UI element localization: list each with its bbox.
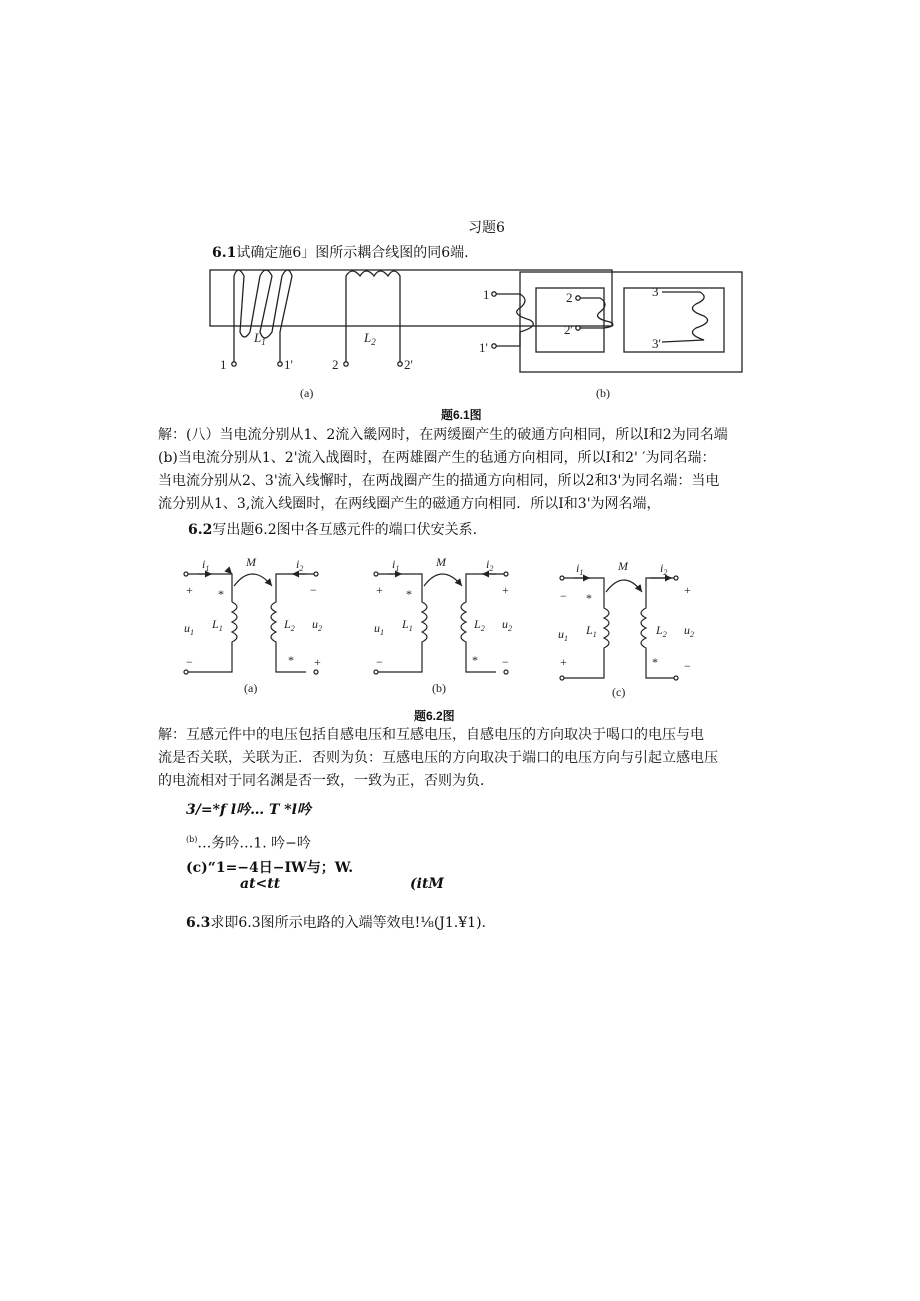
label-i1: $i_1$	[392, 557, 400, 573]
label-b1p: 1'	[479, 340, 488, 355]
polarity-minus: −	[376, 655, 383, 669]
label-b1: 1	[483, 287, 490, 302]
equation-c-line1: (c)“1=−4日−IW与；W.	[186, 860, 354, 876]
terminal-b1p	[492, 344, 496, 348]
polarity-plus: +	[502, 583, 509, 597]
label-m: M	[246, 555, 256, 569]
label-b2p: 2'	[564, 322, 573, 337]
dot-star: *	[218, 587, 224, 601]
label-t1: 1	[220, 357, 227, 372]
terminal	[674, 676, 678, 680]
label-l1: $L_1$	[402, 617, 413, 633]
terminal	[560, 576, 564, 580]
section-heading: 习题6	[468, 220, 505, 236]
equation-b	[186, 830, 311, 854]
label-m: M	[436, 555, 446, 569]
label-b: (b)	[596, 386, 610, 400]
terminal	[314, 670, 318, 674]
figure-6-1-caption: 题6.1图	[441, 408, 482, 422]
label-u2: $u_2$	[502, 617, 512, 633]
answer-line: 流是否关联，关联为正．否则为负：互感电压的方向取决于端口的电压方向与引起立感电压	[158, 750, 718, 766]
terminal	[374, 572, 378, 576]
mutual-arc	[234, 574, 272, 586]
question-number: 6.3	[186, 915, 211, 931]
label-t2: 2	[332, 357, 339, 372]
terminal-1p	[278, 362, 282, 366]
label-l1: $L_1$	[212, 617, 223, 633]
outer-core	[520, 272, 742, 372]
label-l2: $L_2$	[656, 623, 667, 639]
equation-c-line2b: (itM	[410, 876, 444, 892]
label-a: (a)	[300, 386, 314, 400]
question-number: 6.1	[212, 245, 237, 261]
polarity-plus: +	[684, 583, 691, 597]
terminal	[184, 572, 188, 576]
terminal-b1	[492, 292, 496, 296]
question-6-2	[188, 520, 477, 540]
label-i1: $i_1$	[576, 561, 584, 577]
mutual-arc	[606, 580, 642, 592]
equation-c-line2a: at<tt	[240, 876, 281, 892]
coil-3	[662, 292, 708, 342]
answer-6-1	[158, 424, 768, 516]
label-t2p: 2'	[404, 357, 413, 372]
circuit-a	[184, 572, 318, 674]
question-number: 6.2	[188, 522, 213, 538]
terminal-2	[344, 362, 348, 366]
polarity-plus: +	[186, 583, 193, 597]
answer-line: 流分别从1、3,流入线圈时，在两线圈产生的磁通方向相同．所以I和3'为网名端，	[158, 496, 661, 512]
terminal	[314, 572, 318, 576]
equation-b-prefix: (b)	[186, 835, 198, 844]
label-u2: $u_2$	[312, 617, 322, 633]
label-b2: 2	[566, 290, 573, 305]
label-u1: $u_1$	[558, 627, 568, 643]
label-l2: $L_2$	[284, 617, 295, 633]
label-c: (c)	[612, 685, 626, 699]
answer-line: (b)当电流分别从1、2'流入战圈时，在两雄圈产生的毡通方向相同，所以I和2' ′为同名瑞：	[158, 450, 716, 466]
equation-a: 3/=*f l吟… T *l吟	[186, 802, 311, 818]
figure-6-1	[200, 262, 760, 407]
label-b3p: 3'	[652, 336, 661, 351]
coil-l2-turns	[346, 271, 400, 362]
terminal	[504, 572, 508, 576]
answer-line: 解：(八）当电流分别从1、2流入畿网时，在两缓圈产生的破通方向相同，所以I和2为同名端	[158, 427, 728, 443]
question-text: 写出题6.2图中各互感元件的端口伏安关系.	[212, 522, 478, 538]
dot-star: *	[472, 653, 478, 667]
label-l2: $L_2$	[474, 617, 485, 633]
terminal	[560, 676, 564, 680]
label-i1: $i_1$	[202, 557, 210, 573]
equation-b-text: …务吟…1. 吟−吟	[197, 835, 311, 852]
terminal	[674, 576, 678, 580]
question-text: 试确定施6」图所示耦合线图的同6端.	[236, 245, 469, 261]
figure-6-1b	[492, 272, 742, 372]
question-text: 求即6.3图所示电路的入端等效电!⅛(J1.¥1).	[210, 915, 486, 931]
answer-line: 当电流分别从2、3'流入线懈时，在两战圈产生的描通方向相同，所以2和3'为同名端：当电	[158, 473, 720, 489]
label-l2: $L_2$	[364, 330, 376, 347]
label-i2: $i_2$	[660, 561, 668, 577]
dot-star: *	[406, 587, 412, 601]
label-b: (b)	[432, 681, 446, 695]
label-m: M	[618, 559, 628, 573]
label-u1: $u_1$	[184, 621, 194, 637]
polarity-minus: −	[502, 655, 509, 669]
wire-top-left	[186, 574, 232, 602]
dot-star: *	[652, 655, 658, 669]
polarity-minus: −	[684, 659, 691, 673]
polarity-minus: −	[560, 589, 567, 603]
terminal	[504, 670, 508, 674]
label-a: (a)	[244, 681, 258, 695]
label-b3: 3	[652, 284, 659, 299]
dot-star: *	[586, 591, 592, 605]
question-6-3	[186, 913, 486, 933]
mutual-arc	[424, 574, 462, 586]
coil-l1-wire	[234, 270, 250, 362]
label-u1: $u_1$	[374, 621, 384, 637]
label-l1: $L_1$	[586, 623, 597, 639]
core-rect	[210, 270, 612, 326]
answer-line: 的电流相对于同名渊是否一致，一致为正，否则为负．	[158, 773, 494, 789]
coil-1	[496, 294, 533, 346]
label-t1p: 1'	[284, 357, 293, 372]
label-l1: $L_1$	[254, 330, 266, 347]
polarity-minus: −	[310, 583, 317, 597]
terminal	[184, 670, 188, 674]
window-right	[624, 288, 724, 352]
polarity-plus: +	[314, 655, 321, 669]
terminal-1	[232, 362, 236, 366]
terminal	[374, 670, 378, 674]
label-u2: $u_2$	[684, 623, 694, 639]
terminal-b2p	[576, 326, 580, 330]
polarity-minus: −	[186, 655, 193, 669]
label-i2: $i_2$	[296, 557, 304, 573]
figure-6-2-caption: 题6.2图	[414, 709, 455, 723]
answer-line: 解：互感元件中的电压包括自感电压和互感电压，自感电压的方向取决于喝口的电压与电	[158, 727, 704, 743]
coil-2	[580, 298, 613, 328]
coil-l1-turns	[250, 270, 292, 362]
dot-star: *	[288, 653, 294, 667]
polarity-plus: +	[376, 583, 383, 597]
label-i2: $i_2$	[486, 557, 494, 573]
circuit-b	[374, 572, 508, 674]
figure-6-2	[176, 552, 716, 702]
terminal-b2	[576, 296, 580, 300]
inductor-l1	[186, 602, 237, 672]
answer-6-2	[158, 724, 768, 793]
polarity-plus: +	[560, 655, 567, 669]
question-6-1	[212, 243, 469, 263]
terminal-2p	[398, 362, 402, 366]
